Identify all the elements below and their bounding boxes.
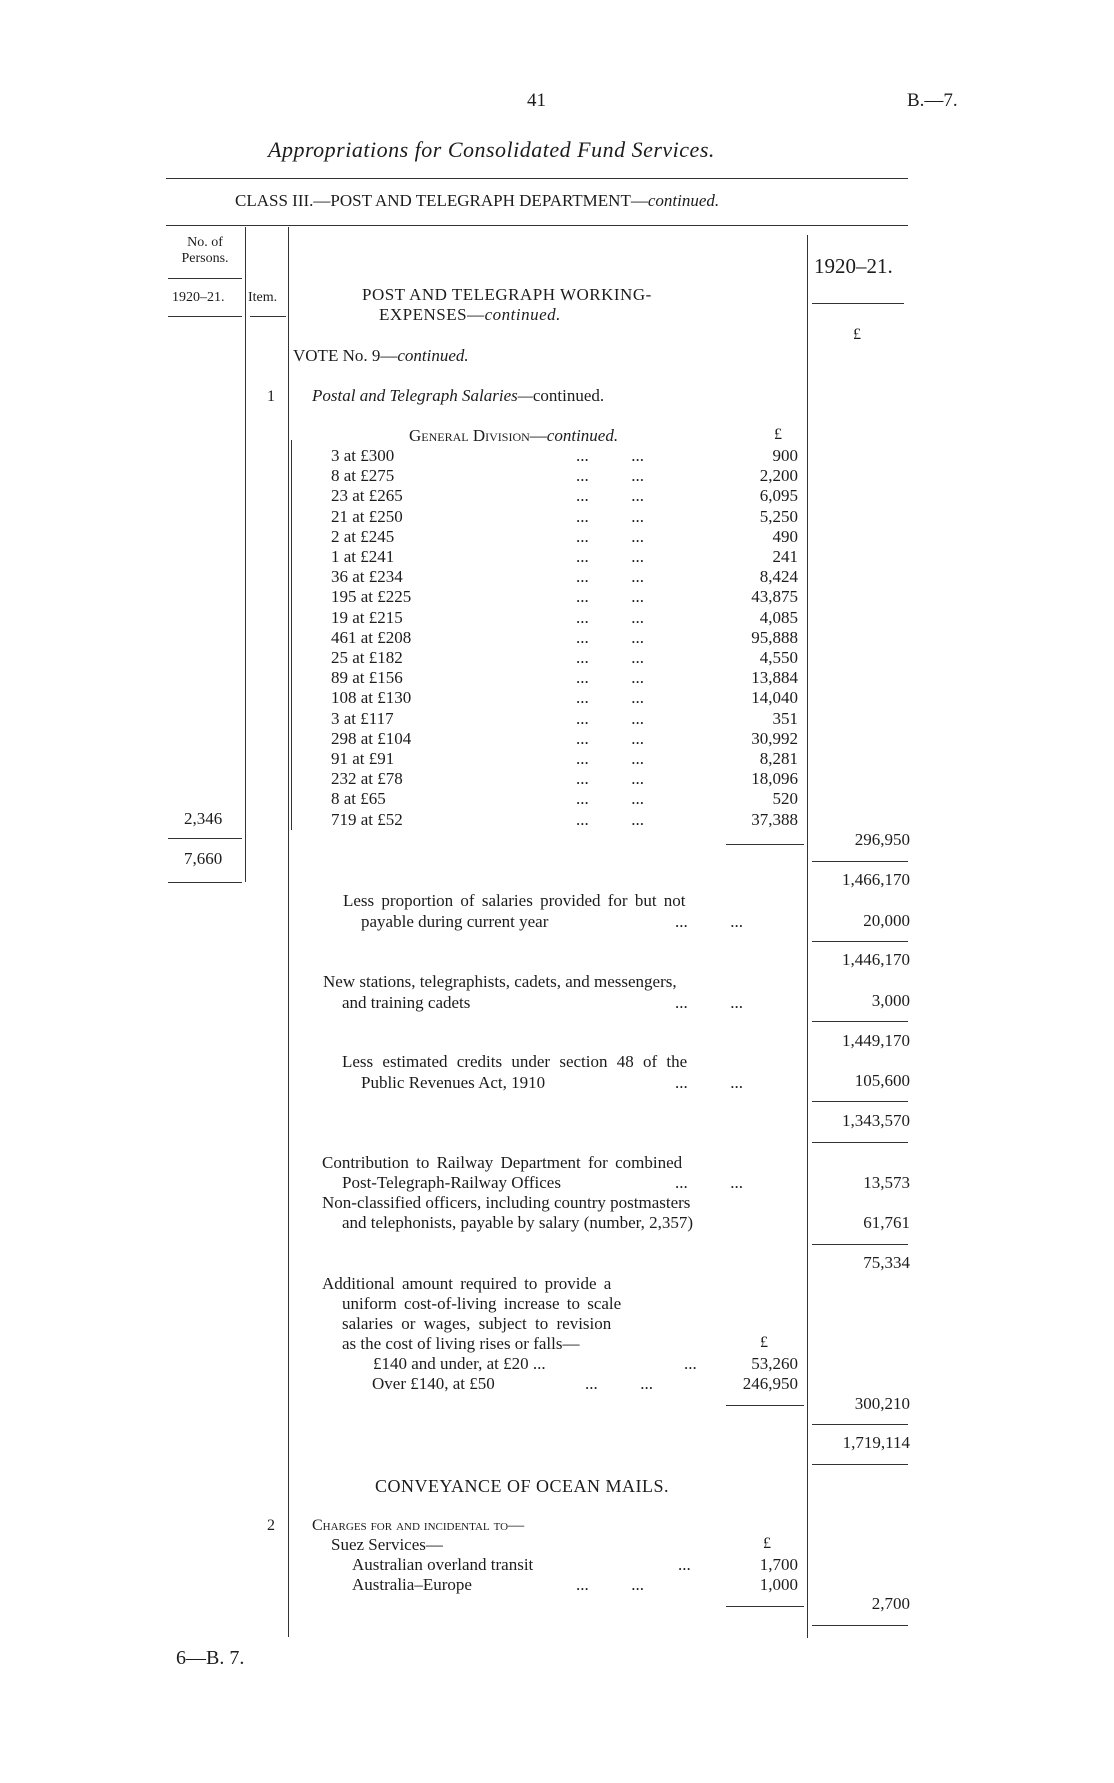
salary-row-amount: 18,096 bbox=[751, 769, 798, 788]
total-c: 1,343,570 bbox=[842, 1111, 910, 1130]
additional-line1: Additional amount required to provide a bbox=[322, 1274, 612, 1293]
item-title-text: Postal and Telegraph Salaries— bbox=[312, 386, 533, 405]
salary-row-label: 108 at £130 bbox=[331, 688, 412, 707]
salary-row-label: 25 at £182 bbox=[331, 648, 403, 667]
ocean-total: 2,700 bbox=[871, 1594, 910, 1613]
new-stations-line1: New stations, telegraphists, cadets, and messengers, bbox=[323, 972, 677, 991]
salary-row-label: 2 at £245 bbox=[331, 527, 395, 546]
nonclassified-amount: 61,761 bbox=[863, 1213, 910, 1232]
rule-b bbox=[812, 1021, 908, 1022]
section-title-line2 bbox=[379, 305, 561, 325]
salary-row-leaders: ... ... bbox=[576, 547, 644, 566]
new-stations-line2: and training cadets bbox=[342, 993, 471, 1012]
title-rule bbox=[166, 178, 908, 179]
header-rule bbox=[166, 225, 908, 226]
amount-column-rule bbox=[807, 235, 808, 1638]
less-credits-amount: 105,600 bbox=[854, 1071, 910, 1090]
salary-row-leaders: ... ... bbox=[576, 527, 644, 546]
salary-row-label: 91 at £91 bbox=[331, 749, 395, 768]
additional-sum-rule bbox=[726, 1405, 804, 1406]
schedule-sum-rule bbox=[726, 844, 804, 845]
page-title: Appropriations for Consolidated Fund Services. bbox=[268, 137, 715, 162]
persons-year-rule bbox=[168, 316, 242, 317]
division-suffix: continued. bbox=[546, 426, 619, 445]
persons-header bbox=[168, 235, 242, 267]
salary-row-leaders: ... ... bbox=[576, 749, 644, 768]
document-reference: B.—7. bbox=[907, 90, 958, 111]
persons-header-line2: Persons. bbox=[181, 251, 229, 266]
new-stations-leaders: ... ... bbox=[675, 993, 743, 1012]
salary-row-leaders: ... ... bbox=[576, 587, 644, 606]
section-title-suffix: continued. bbox=[484, 305, 561, 324]
additional-line3: salaries or wages, subject to revision bbox=[342, 1314, 612, 1333]
salary-row-amount: 520 bbox=[772, 789, 798, 808]
amount-year: 1920–21. bbox=[814, 254, 893, 278]
under-amount: 53,260 bbox=[751, 1354, 798, 1373]
salary-row-leaders: ... ... bbox=[576, 688, 644, 707]
additional-pound-sign: £ bbox=[760, 1334, 768, 1351]
footer-signature: 6—B. 7. bbox=[176, 1647, 245, 1669]
europe-amount: 1,000 bbox=[759, 1575, 798, 1594]
overland-amount: 1,700 bbox=[759, 1555, 798, 1574]
nonclassified-line1: Non-classified officers, including country postmasters bbox=[322, 1193, 691, 1212]
less-credits-line2: Public Revenues Act, 1910 bbox=[361, 1073, 546, 1092]
rule-a bbox=[812, 941, 908, 942]
item-column-rule bbox=[288, 227, 289, 1637]
salary-row-label: 23 at £265 bbox=[331, 486, 403, 505]
salary-row-label: 8 at £275 bbox=[331, 466, 395, 485]
contribution-amount: 13,573 bbox=[863, 1173, 910, 1192]
pound-sign: £ bbox=[774, 426, 782, 443]
salary-row-leaders: ... ... bbox=[576, 608, 644, 627]
class-title-suffix: continued. bbox=[647, 191, 720, 210]
rule-d bbox=[812, 1244, 908, 1245]
salary-row-amount: 900 bbox=[772, 446, 798, 465]
salary-row-leaders: ... ... bbox=[576, 709, 644, 728]
salary-row-amount: 241 bbox=[772, 547, 798, 566]
salary-row-amount: 4,085 bbox=[759, 608, 798, 627]
nonclassified-line2: and telephonists, payable by salary (number, 2,357) bbox=[342, 1213, 694, 1232]
rule-f bbox=[812, 1464, 908, 1465]
less-proportion-amount: 20,000 bbox=[863, 911, 910, 930]
division-heading bbox=[409, 426, 618, 446]
item-title bbox=[312, 386, 604, 406]
salary-row-label: 3 at £117 bbox=[331, 709, 394, 728]
salary-row-leaders: ... ... bbox=[576, 789, 644, 808]
vote-text: VOTE No. 9— bbox=[293, 346, 398, 365]
salary-row-leaders: ... ... bbox=[576, 507, 644, 526]
salary-row-leaders: ... ... bbox=[576, 668, 644, 687]
ocean-sum-rule bbox=[726, 1606, 804, 1607]
division-text: General Division— bbox=[409, 426, 547, 445]
salary-row-amount: 2,200 bbox=[759, 466, 798, 485]
persons-year: 1920–21. bbox=[172, 290, 225, 305]
vote-heading bbox=[293, 346, 469, 366]
less-proportion-leaders: ... ... bbox=[675, 912, 743, 931]
persons-total-rule bbox=[168, 882, 242, 883]
salary-row-amount: 14,040 bbox=[751, 688, 798, 707]
salaries-subtotal: 296,950 bbox=[854, 830, 910, 849]
salary-row-amount: 351 bbox=[772, 709, 798, 728]
section-title-line1: POST AND TELEGRAPH WORKING- bbox=[362, 285, 652, 304]
persons-subtotal-rule bbox=[168, 838, 242, 839]
under-label: £140 and under, at £20 ... bbox=[373, 1354, 546, 1373]
salary-row-leaders: ... ... bbox=[576, 567, 644, 586]
schedule-left-rule bbox=[291, 440, 292, 830]
item-title-suffix: continued. bbox=[532, 386, 605, 405]
salary-row-amount: 5,250 bbox=[759, 507, 798, 526]
persons-total: 7,660 bbox=[184, 849, 223, 868]
persons-subtotal: 2,346 bbox=[184, 809, 223, 828]
amount-unit: £ bbox=[853, 326, 861, 343]
overland-label: Australian overland transit bbox=[352, 1555, 534, 1574]
contribution-leaders: ... ... bbox=[675, 1173, 743, 1192]
salary-row-leaders: ... ... bbox=[576, 486, 644, 505]
additional-total: 300,210 bbox=[854, 1394, 910, 1413]
persons-header-rule bbox=[168, 278, 242, 279]
salary-row-label: 8 at £65 bbox=[331, 789, 386, 808]
salary-row-label: 1 at £241 bbox=[331, 547, 395, 566]
total-b: 1,449,170 bbox=[842, 1031, 910, 1050]
total-a: 1,446,170 bbox=[842, 950, 910, 969]
over-amount: 246,950 bbox=[742, 1374, 798, 1393]
salary-row-amount: 8,281 bbox=[759, 749, 798, 768]
class-title-text: CLASS III.—POST AND TELEGRAPH DEPARTMENT— bbox=[235, 191, 648, 210]
salary-row-leaders: ... ... bbox=[576, 769, 644, 788]
overland-leaders: ... bbox=[678, 1555, 691, 1574]
new-stations-amount: 3,000 bbox=[871, 991, 910, 1010]
less-credits-line1: Less estimated credits under section 48 of the bbox=[342, 1052, 688, 1071]
contribution-line2: Post-Telegraph-Railway Offices bbox=[342, 1173, 561, 1192]
subtotal-rule bbox=[812, 861, 908, 862]
ocean-pound-sign: £ bbox=[763, 1535, 771, 1552]
less-proportion-line2: payable during current year bbox=[361, 912, 549, 931]
grand-total: 1,719,114 bbox=[842, 1433, 910, 1452]
salary-row-amount: 43,875 bbox=[751, 587, 798, 606]
running-total: 1,466,170 bbox=[842, 870, 910, 889]
class-title bbox=[235, 191, 719, 211]
suez-heading: Suez Services— bbox=[331, 1535, 443, 1554]
salary-row-label: 21 at £250 bbox=[331, 507, 403, 526]
europe-label: Australia–Europe bbox=[352, 1575, 472, 1594]
subtotal-d: 75,334 bbox=[863, 1253, 910, 1272]
salary-row-amount: 13,884 bbox=[751, 668, 798, 687]
salary-row-amount: 95,888 bbox=[751, 628, 798, 647]
salary-row-amount: 37,388 bbox=[751, 810, 798, 829]
salary-row-amount: 8,424 bbox=[759, 567, 798, 586]
rule-e bbox=[812, 1424, 908, 1425]
salary-row-label: 89 at £156 bbox=[331, 668, 403, 687]
persons-column-rule bbox=[245, 227, 246, 882]
salary-row-label: 298 at £104 bbox=[331, 729, 412, 748]
salary-row-label: 19 at £215 bbox=[331, 608, 403, 627]
rule-c bbox=[812, 1101, 908, 1102]
salary-row-leaders: ... ... bbox=[576, 446, 644, 465]
less-proportion-line1: Less proportion of salaries provided for but not bbox=[343, 891, 686, 910]
item-header: Item. bbox=[248, 290, 278, 305]
additional-line2: uniform cost-of-living increase to scale bbox=[342, 1294, 622, 1313]
contribution-line1: Contribution to Railway Department for combined bbox=[322, 1153, 683, 1172]
page-number: 41 bbox=[527, 90, 546, 111]
under-leaders: ... bbox=[684, 1354, 697, 1373]
section-title-text: EXPENSES— bbox=[379, 305, 485, 324]
salary-row-amount: 6,095 bbox=[759, 486, 798, 505]
salary-row-leaders: ... ... bbox=[576, 729, 644, 748]
salary-row-label: 3 at £300 bbox=[331, 446, 395, 465]
vote-suffix: continued. bbox=[397, 346, 469, 365]
item-number: 1 bbox=[267, 388, 275, 405]
salary-row-leaders: ... ... bbox=[576, 648, 644, 667]
amount-year-rule bbox=[812, 303, 904, 304]
ocean-total-rule bbox=[812, 1625, 908, 1626]
salary-row-leaders: ... ... bbox=[576, 628, 644, 647]
additional-line4: as the cost of living rises or falls— bbox=[342, 1334, 580, 1353]
ocean-item-number: 2 bbox=[267, 1517, 275, 1534]
salary-row-amount: 30,992 bbox=[751, 729, 798, 748]
persons-header-line1: No. of bbox=[187, 235, 223, 250]
over-label: Over £140, at £50 bbox=[372, 1374, 495, 1393]
salary-row-label: 36 at £234 bbox=[331, 567, 403, 586]
rule-c2 bbox=[812, 1142, 908, 1143]
salary-row-label: 719 at £52 bbox=[331, 810, 403, 829]
salary-row-amount: 4,550 bbox=[759, 648, 798, 667]
charges-heading: Charges for and incidental to— bbox=[312, 1517, 525, 1534]
salary-row-label: 232 at £78 bbox=[331, 769, 403, 788]
salary-row-label: 195 at £225 bbox=[331, 587, 412, 606]
salary-row-label: 461 at £208 bbox=[331, 628, 412, 647]
salary-row-leaders: ... ... bbox=[576, 810, 644, 829]
over-leaders: ... ... bbox=[585, 1374, 653, 1393]
salary-row-amount: 490 bbox=[772, 527, 798, 546]
item-header-rule bbox=[250, 316, 286, 317]
europe-leaders: ... ... bbox=[576, 1575, 644, 1594]
less-credits-leaders: ... ... bbox=[675, 1073, 743, 1092]
ocean-heading: CONVEYANCE OF OCEAN MAILS. bbox=[375, 1476, 670, 1496]
salary-row-leaders: ... ... bbox=[576, 466, 644, 485]
